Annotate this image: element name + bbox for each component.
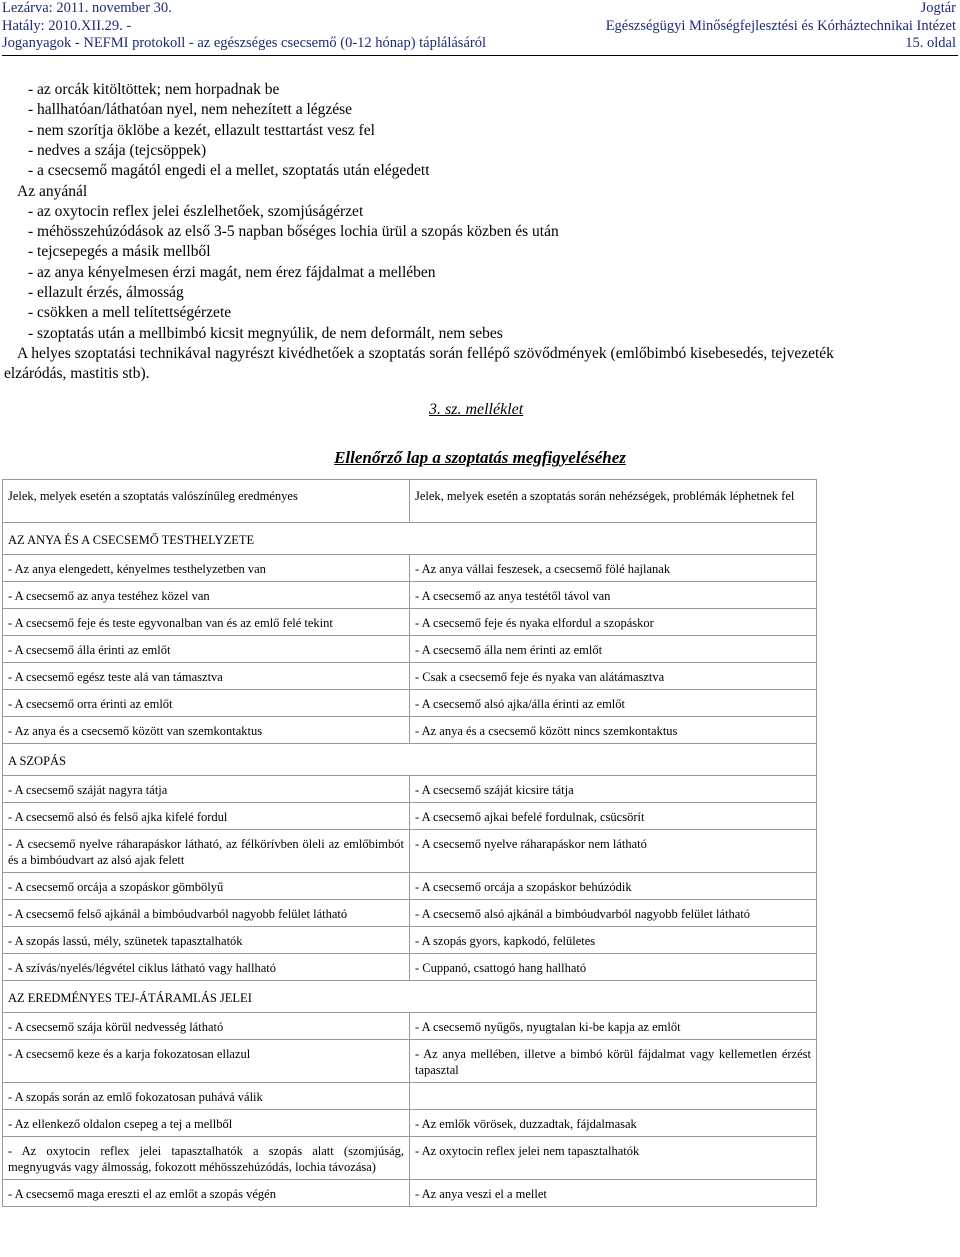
problem-sign-cell: - A csecsemő száját kicsire tátja — [410, 776, 817, 803]
positive-sign-cell: - Az oxytocin reflex jelei tapasztalhatók a szopás alatt (szomjúság, megnyugvás vagy álmosság, fokozott méhösszehúzódás, lochia távozása) — [3, 1137, 410, 1180]
table-row — [3, 776, 817, 803]
checklist-title: Ellenőrző lap a szoptatás megfigyeléséhez — [334, 448, 626, 467]
positive-sign-cell: - Az anya elengedett, kényelmes testhelyzetben van — [3, 555, 410, 582]
table-row — [3, 900, 817, 927]
table-row — [3, 582, 817, 609]
table-row — [3, 690, 817, 717]
positive-sign-cell: - A csecsemő nyelve ráharapáskor látható, az félkörívben öleli az emlőbimbót és a bimbóudvart az alsó ajak felett — [3, 830, 410, 873]
header-cell-positive: Jelek, melyek esetén a szoptatás valószínűleg eredményes — [3, 480, 410, 523]
table-row — [3, 873, 817, 900]
positive-sign-cell: - A csecsemő keze és a karja fokozatosan ellazul — [3, 1040, 410, 1083]
table-row — [3, 1040, 817, 1083]
problem-sign-cell: - A csecsemő orcája a szopáskor behúzódik — [410, 873, 817, 900]
section-title-filler — [410, 981, 817, 1013]
header-source: Jogtár — [920, 0, 956, 16]
body-line: A helyes szoptatási technikával nagyrészt kivédhetőek a szoptatás során fellépő szövődmények (emlőbimbó kisebesedés, tejvezeték — [17, 344, 834, 362]
problem-sign-cell: - A csecsemő alsó ajka/álla érinti az emlőt — [410, 690, 817, 717]
header-institute: Egészségügyi Minőségfejlesztési és Kórháztechnikai Intézet — [605, 17, 956, 34]
problem-sign-cell: - Az oxytocin reflex jelei nem tapasztalhatók — [410, 1137, 817, 1180]
positive-sign-cell: - A csecsemő alsó és felső ajka kifelé fordul — [3, 803, 410, 830]
positive-sign-cell: - A csecsemő orcája a szopáskor gömbölyű — [3, 873, 410, 900]
positive-sign-cell: - A szívás/nyelés/légvétel ciklus látható vagy hallható — [3, 954, 410, 981]
problem-sign-cell: - A csecsemő az anya testétől távol van — [410, 582, 817, 609]
table-row — [3, 927, 817, 954]
section-title-filler — [410, 744, 817, 776]
positive-sign-cell: - A csecsemő álla érinti az emlőt — [3, 636, 410, 663]
positive-sign-cell: - A csecsemő szája körül nedvesség látható — [3, 1013, 410, 1040]
positive-sign-cell: - A csecsemő egész teste alá van támasztva — [3, 663, 410, 690]
table-row — [3, 717, 817, 744]
problem-sign-cell: - Az emlők vörösek, duzzadtak, fájdalmasak — [410, 1110, 817, 1137]
problem-sign-cell: - A csecsemő feje és nyaka elfordul a szopáskor — [410, 609, 817, 636]
section-title-filler — [410, 523, 817, 555]
table-row — [3, 636, 817, 663]
problem-sign-cell: - A csecsemő alsó ajkánál a bimbóudvarból nagyobb felület látható — [410, 900, 817, 927]
section-row — [3, 981, 817, 1013]
problem-sign-cell: - Cuppanó, csattogó hang hallható — [410, 954, 817, 981]
section-row — [3, 744, 817, 776]
body-line: - nedves a szája (tejcsöppek) — [28, 141, 207, 159]
header-divider — [2, 55, 958, 56]
section-title: AZ EREDMÉNYES TEJ-ÁTÁRAMLÁS JELEI — [3, 981, 410, 1013]
positive-sign-cell: - A csecsemő maga ereszti el az emlőt a szopás végén — [3, 1180, 410, 1207]
header-cell-problem: Jelek, melyek esetén a szoptatás során nehézségek, problémák léphetnek fel — [410, 480, 817, 523]
table-row — [3, 609, 817, 636]
body-line: - az anya kényelmesen érzi magát, nem érez fájdalmat a mellében — [28, 263, 436, 281]
problem-sign-cell: - Az anya veszi el a mellet — [410, 1180, 817, 1207]
section-row — [3, 523, 817, 555]
problem-sign-cell: - Az anya vállai feszesek, a csecsemő fölé hajlanak — [410, 555, 817, 582]
section-title: A SZOPÁS — [3, 744, 410, 776]
body-line: - ellazult érzés, álmosság — [28, 284, 184, 301]
body-line: - szoptatás után a mellbimbó kicsit megnyúlik, de nem deformált, nem sebes — [28, 324, 503, 342]
problem-sign-cell: - A csecsemő nyűgős, nyugtalan ki-be kapja az emlőt — [410, 1013, 817, 1040]
problem-sign-cell: - Csak a csecsemő feje és nyaka van alátámasztva — [410, 663, 817, 690]
body-line: - az oxytocin reflex jelei észlelhetőek, szomjúságérzet — [28, 202, 364, 220]
problem-sign-cell — [410, 1083, 817, 1110]
problem-sign-cell: - Az anya mellében, illetve a bimbó körül fájdalmat vagy kellemetlen érzést tapasztal — [410, 1040, 817, 1083]
positive-sign-cell: - Az ellenkező oldalon csepeg a tej a mellből — [3, 1110, 410, 1137]
table-row — [3, 954, 817, 981]
body-line: elzáródás, mastitis stb). — [4, 365, 150, 383]
table-row — [3, 1137, 817, 1180]
header-effective-date: Hatály: 2010.XII.29. - — [2, 17, 132, 34]
body-line: Az anyánál — [17, 182, 88, 200]
header-right — [606, 0, 956, 53]
header-page-number: 15. oldal — [905, 35, 956, 51]
problem-sign-cell: - A csecsemő ajkai befelé fordulnak, csücsörít — [410, 803, 817, 830]
positive-sign-cell: - A csecsemő feje és teste egyvonalban van és az emlő felé tekint — [3, 609, 410, 636]
annex-label: 3. sz. melléklet — [429, 401, 524, 418]
positive-sign-cell: - A szopás lassú, mély, szünetek tapasztalhatók — [3, 927, 410, 954]
page-header — [0, 0, 960, 54]
problem-sign-cell: - A csecsemő nyelve ráharapáskor nem látható — [410, 830, 817, 873]
body-line: - hallhatóan/láthatóan nyel, nem nehezített a légzése — [28, 101, 353, 119]
positive-sign-cell: - Az anya és a csecsemő között van szemkontaktus — [3, 717, 410, 744]
table-row — [3, 1110, 817, 1137]
section-title: AZ ANYA ÉS A CSECSEMŐ TESTHELYZETE — [3, 523, 410, 555]
problem-sign-cell: - Az anya és a csecsemő között nincs szemkontaktus — [410, 717, 817, 744]
positive-sign-cell: - A csecsemő orra érinti az emlőt — [3, 690, 410, 717]
body-line: - méhösszehúzódások az első 3-5 napban bőséges lochia ürül a szopás közben és után — [28, 223, 559, 241]
table-header-row — [3, 480, 817, 523]
table-row — [3, 663, 817, 690]
header-document-title: Joganyagok - NEFMI protokoll - az egészséges csecsemő (0-12 hónap) táplálásáról — [2, 35, 486, 51]
body-line: - tejcsepegés a másik mellből — [28, 243, 211, 261]
positive-sign-cell: - A szopás során az emlő fokozatosan puhává válik — [3, 1083, 410, 1110]
header-left — [2, 0, 486, 53]
problem-sign-cell: - A csecsemő álla nem érinti az emlőt — [410, 636, 817, 663]
header-closed-date: Lezárva: 2011. november 30. — [2, 0, 172, 16]
body-line: - csökken a mell telítettségérzete — [28, 304, 232, 322]
checklist-table — [2, 479, 817, 1207]
table-row — [3, 830, 817, 873]
positive-sign-cell: - A csecsemő az anya testéhez közel van — [3, 582, 410, 609]
table-row — [3, 1083, 817, 1110]
table-row — [3, 1013, 817, 1040]
body-line: - nem szorítja öklöbe a kezét, ellazult testtartást vesz fel — [28, 121, 375, 139]
positive-sign-cell: - A csecsemő felső ajkánál a bimbóudvarból nagyobb felület látható — [3, 900, 410, 927]
table-row — [3, 803, 817, 830]
body-line: - az orcák kitöltöttek; nem horpadnak be — [28, 81, 280, 98]
problem-sign-cell: - A szopás gyors, kapkodó, felületes — [410, 927, 817, 954]
table-row — [3, 555, 817, 582]
positive-sign-cell: - A csecsemő száját nagyra tátja — [3, 776, 410, 803]
table-row — [3, 1180, 817, 1207]
body-line: - a csecsemő magától engedi el a mellet, szoptatás után elégedett — [28, 162, 430, 180]
